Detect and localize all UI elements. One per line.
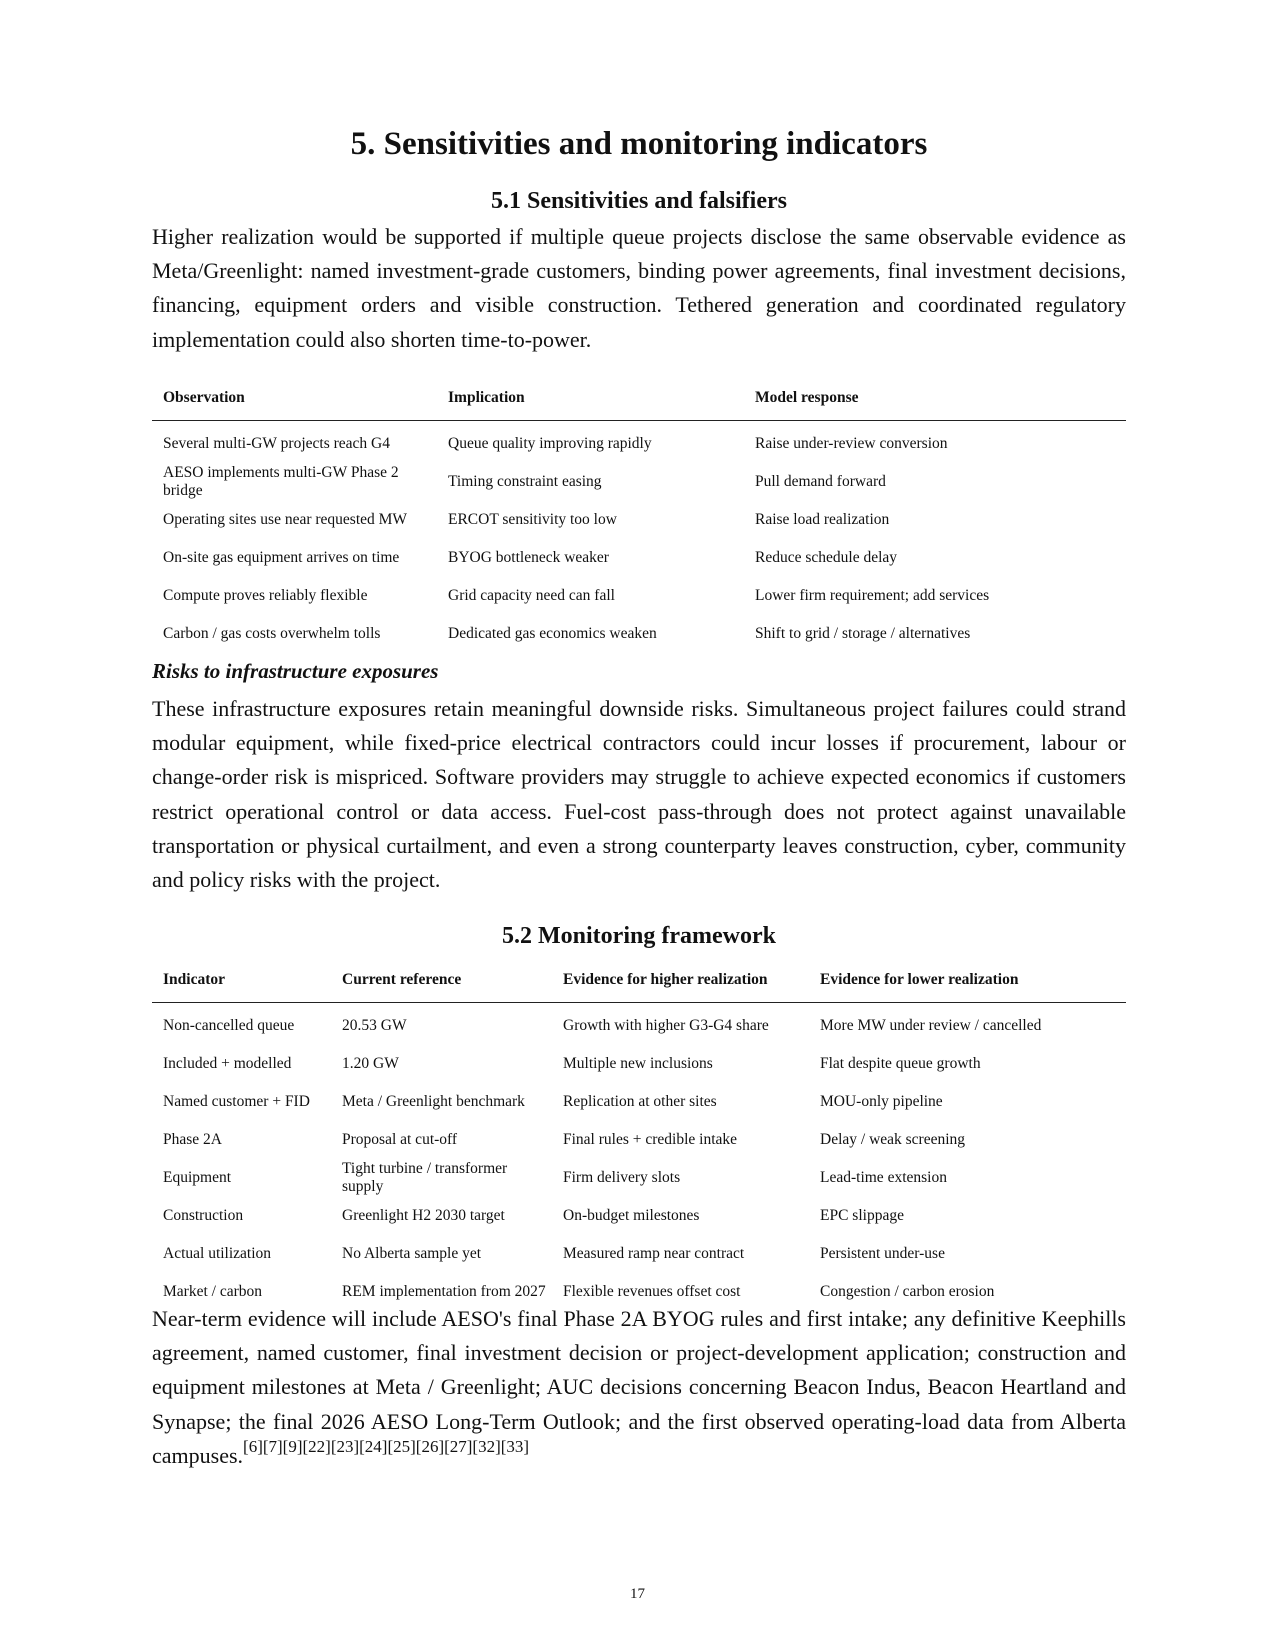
table-row (152, 1235, 1126, 1273)
risks-paragraph: These infrastructure exposures retain meaningful downside risks. Simultaneous project failures could strand modular equipment, while fixed-price electrical contractors could incur losses if procurement, labour or change-order risk is mispriced. Software providers may struggle to achieve expected economics if customers restrict operational control or data access. Fuel-cost pass-through does not protect against unavailable transportation or physical curtailment, and even a strong counterparty leaves construction, cyber, community and policy risks with the project. (152, 696, 1126, 893)
page-number: 17 (630, 1586, 645, 1602)
table-row (152, 615, 1126, 653)
table-cell: Firm delivery slots (563, 1169, 681, 1186)
table-cell: Named customer + FID (163, 1093, 310, 1110)
section-heading-sensitivities: 5.1 Sensitivities and falsifiers (490, 188, 787, 214)
table-row (152, 1003, 1126, 1046)
table-cell: Persistent under-use (820, 1245, 945, 1262)
table-cell: Reduce schedule delay (755, 549, 898, 566)
column-header: Evidence for lower realization (820, 971, 1019, 988)
table-cell: Compute proves reliably flexible (163, 587, 368, 604)
table-cell: Delay / weak screening (820, 1131, 966, 1148)
table-cell: Timing constraint easing (448, 473, 602, 490)
column-header: Observation (163, 389, 245, 406)
table-cell: Flat despite queue growth (820, 1055, 981, 1072)
table-cell: Non-cancelled queue (163, 1017, 295, 1034)
table-row (152, 1159, 1126, 1197)
table-cell: On-budget milestones (563, 1207, 700, 1224)
table-cell: Dedicated gas economics weaken (448, 625, 657, 642)
table-cell: Construction (163, 1207, 244, 1224)
table-row (152, 421, 1126, 464)
column-header: Evidence for higher realization (563, 971, 768, 988)
table-cell: Lower firm requirement; add services (755, 587, 990, 604)
table-cell: MOU-only pipeline (820, 1093, 943, 1110)
table-cell: Congestion / carbon erosion (820, 1283, 995, 1300)
table-row (152, 539, 1126, 577)
page-title: 5. Sensitivities and monitoring indicators (350, 126, 928, 162)
table-cell: Included + modelled (163, 1055, 292, 1072)
sensitivities-table (152, 376, 1126, 653)
table-cell: Operating sites use near requested MW (163, 511, 408, 528)
table-cell: Growth with higher G3-G4 share (563, 1017, 769, 1034)
table-cell: Raise under-review conversion (755, 435, 948, 452)
closing-text: Near-term evidence will include AESO's final Phase 2A BYOG rules and first intake; any definitive Keephills agreement, named customer, final investment decision or project-development application; construction and equipment milestones at Meta / Greenlight; AUC decisions concerning Beacon Indus, Beacon Heartland and Synapse; the final 2026 AESO Long-Term Outlook; and the first observed operating-load data from Alberta campuses. (152, 1306, 1126, 1468)
table-row (152, 1045, 1126, 1083)
table-cell: No Alberta sample yet (342, 1245, 482, 1262)
table-cell: Several multi-GW projects reach G4 (163, 435, 390, 452)
table-header-row (152, 376, 1126, 421)
table-row (152, 463, 1126, 501)
table-cell: 20.53 GW (342, 1017, 407, 1034)
table-cell: Actual utilization (163, 1245, 272, 1262)
table-cell: Pull demand forward (755, 473, 886, 490)
citation-references[interactable]: [6][7][9][22][23][24][25][26][27][32][33] (243, 1437, 530, 1457)
table-row (152, 577, 1126, 615)
table-cell: Meta / Greenlight benchmark (342, 1093, 525, 1110)
closing-paragraph (152, 1302, 1126, 1473)
table-cell: EPC slippage (820, 1207, 904, 1224)
table-cell: Carbon / gas costs overwhelm tolls (163, 625, 381, 642)
table-cell: BYOG bottleneck weaker (448, 549, 609, 566)
table-cell: Tight turbine / transformer supply (342, 1160, 508, 1195)
table-cell: 1.20 GW (342, 1055, 399, 1072)
table-row (152, 1197, 1126, 1235)
monitoring-table (152, 958, 1126, 1311)
section-heading-monitoring: 5.2 Monitoring framework (502, 923, 776, 949)
table-cell: AESO implements multi-GW Phase 2 bridge (163, 464, 399, 499)
table-cell: Final rules + credible intake (563, 1131, 738, 1148)
table-cell: Greenlight H2 2030 target (342, 1207, 505, 1224)
risks-subheading: Risks to infrastructure exposures (152, 659, 439, 683)
table-cell: Phase 2A (163, 1131, 222, 1148)
table-cell: Queue quality improving rapidly (448, 435, 652, 452)
table-cell: Proposal at cut-off (342, 1131, 458, 1148)
table-cell: Equipment (163, 1169, 232, 1186)
table-cell: More MW under review / cancelled (820, 1017, 1042, 1034)
table-cell: Shift to grid / storage / alternatives (755, 625, 971, 642)
intro-paragraph: Higher realization would be supported if multiple queue projects disclose the same observable evidence as Meta/Greenlight: named investment-grade customers, binding power agreements, final investment decisions, financing, equipment orders and visible construction. Tethered generation and coordinated regulatory implementation could also shorten time-to-power. (152, 224, 1126, 352)
table-row (152, 501, 1126, 539)
table-cell: Measured ramp near contract (563, 1245, 745, 1262)
table-cell: On-site gas equipment arrives on time (163, 549, 400, 566)
column-header: Indicator (163, 971, 225, 988)
table-cell: Grid capacity need can fall (448, 587, 615, 604)
table-row (152, 1121, 1126, 1159)
column-header: Implication (448, 389, 525, 406)
table-cell: Market / carbon (163, 1283, 262, 1300)
column-header: Current reference (342, 971, 462, 988)
table-cell: Raise load realization (755, 511, 890, 528)
table-row (152, 1083, 1126, 1121)
table-header-row (152, 958, 1126, 1003)
table-cell: ERCOT sensitivity too low (448, 511, 617, 528)
table-cell: Flexible revenues offset cost (563, 1283, 741, 1300)
table-cell: Multiple new inclusions (563, 1055, 713, 1072)
table-cell: Replication at other sites (563, 1093, 717, 1110)
column-header: Model response (755, 389, 859, 406)
table-cell: Lead-time extension (820, 1169, 947, 1186)
table-cell: REM implementation from 2027 (342, 1283, 546, 1300)
